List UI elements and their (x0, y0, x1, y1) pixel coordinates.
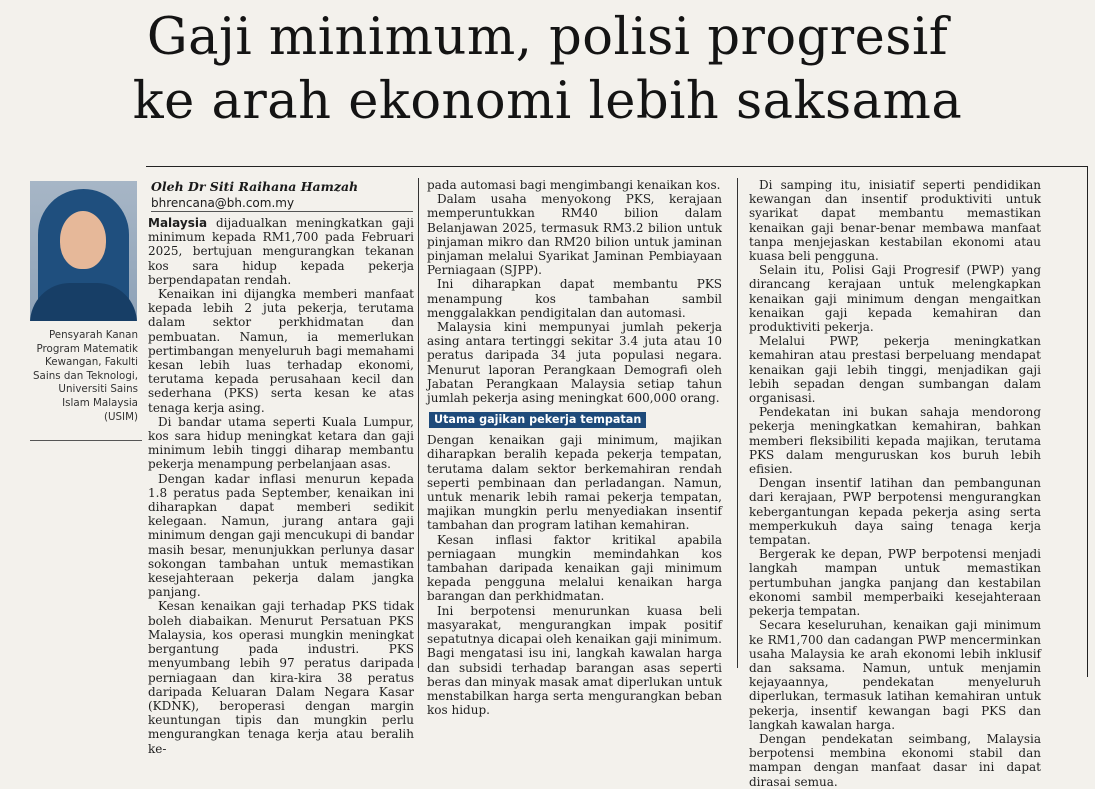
byline-rule (151, 211, 413, 212)
paragraph: Dengan insentif latihan dan pembangunan dari kerajaan, PWP berpotensi mengurangkan kebergantungan kepada pekerja asing serta memperkukuh daya saing tenaga kerja tempatan. (749, 476, 1041, 548)
paragraph: Dalam usaha menyokong PKS, kerajaan memperuntukkan RM40 bilion dalam Belanjawan 2025, termasuk RM3.2 bilion untuk pinjaman mikro dan RM20 bilion untuk jaminan pinjaman melalui Syarikat Jaminan Pembiayaan Perniagaan (SJPP). (427, 192, 722, 278)
paragraph: Malaysia dijadualkan meningkatkan gaji minimum kepada RM1,700 pada Februari 2025, bertujuan mengurangkan tekanan kos sara hidup kepada pekerja berpendapatan rendah. (148, 216, 414, 287)
paragraph: Kesan inflasi faktor kritikal apabila perniagaan mungkin memindahkan kos tambahan daripada kenaikan gaji minimum kepada pengguna melalui kenaikan harga barangan dan perkhidmatan. (427, 532, 722, 604)
paragraph: Di samping itu, inisiatif seperti pendidikan kewangan dan insentif produktiviti untuk syarikat dapat membantu memastikan kenaikan gaji benar-benar membawa manfaat tanpa menjejaskan kestabilan ekonomi atau kuasa beli pengguna. (749, 178, 1041, 264)
headline-line-1: Gaji minimum, polisi progresif (146, 8, 949, 67)
paragraph: Dengan pendekatan seimbang, Malaysia berpotensi membina ekonomi stabil dan mampan dengan manfaat dasar ini dapat dirasai semua. (749, 731, 1041, 789)
paragraph: Dengan kadar inflasi menurun kepada 1.8 peratus pada September, kenaikan ini diharapkan dapat memberi sedikit kelegaan. Namun, jurang antara gaji minimum dengan gaji mencukupi di bandar masih besar, menunjukkan perlunya dasar sokongan tambahan untuk memastikan kesejahteraan pekerja dalam jangka panjang. (148, 471, 414, 600)
paragraph: Melalui PWP, pekerja meningkatkan kemahiran atau prestasi berpeluang mendapat kenaikan gaji lebih tinggi, menjadikan gaji lebih sepadan dengan sumbangan dalam organisasi. (749, 334, 1041, 406)
author-email[interactable]: bhrencana@bh.com.my (151, 196, 295, 210)
paragraph: Secara keseluruhan, kenaikan gaji minimum ke RM1,700 dan cadangan PWP mencerminkan usaha Malaysia ke arah ekonomi lebih inklusif dan saksama. Namun, untuk menjamin kejayaannya, pendekatan menyeluruh diperlukan, termasuk latihan kemahiran untuk pekerja, insentif kewangan bagi PKS dan langkah kawalan harga. (749, 618, 1041, 732)
paragraph: Ini diharapkan dapat membantu PKS menampung kos tambahan sambil menggalakkan pendigitalan dan automasi. (427, 277, 722, 320)
paragraph: Ini berpotensi menurunkan kuasa beli masyarakat, mengurangkan impak positif sepatutnya dicapai oleh kenaikan gaji minimum. Bagi mengatasi isu ini, langkah kawalan harga dan subsidi terhadap barangan asas seperti beras dan minyak masak amat diperlukan untuk menstabilkan harga serta mengurangkan beban kos hidup. (427, 603, 722, 718)
column-divider (737, 178, 738, 668)
paragraph: pada automasi bagi mengimbangi kenaikan kos. (427, 178, 721, 192)
author-photo (30, 181, 137, 321)
paragraph: Bergerak ke depan, PWP berpotensi menjadi langkah mampan untuk memastikan pertumbuhan jangka panjang dan kestabilan ekonomi sambil memperbaiki kesejahteraan pekerja tempatan. (749, 547, 1041, 619)
paragraph: Pendekatan ini bukan sahaja mendorong pekerja meningkatkan kemahiran, bahkan memberi fleksibiliti kepada majikan, terutama PKS dalam menguruskan kos buruh lebih efisien. (749, 405, 1041, 477)
paragraph: Kenaikan ini dijangka memberi manfaat kepada lebih 2 juta pekerja, terutama dalam sektor perkhidmatan dan pembuatan. Namun, ia memerlukan pertimbangan menyeluruh bagi memahami kesan lebih luas terhadap ekonomi, terutama kepada perusahaan kecil dan sederhana (PKS) serta kesan ke atas tenaga kerja asing. (148, 287, 414, 415)
byline: Oleh Dr Siti Raihana Hamzah (151, 179, 359, 194)
lead-word: Malaysia (148, 216, 208, 230)
column-1 (148, 216, 414, 756)
headline (0, 6, 1095, 134)
paragraph: Malaysia kini mempunyai jumlah pekerja asing antara tertinggi sekitar 3.4 juta atau 10 peratus daripada 34 juta populasi negara. Menurut laporan Perangkaan Demografi oleh Jabatan Perangkaan Malaysia setiap tahun jumlah pekerja asing meningkat 600,000 orang. (427, 320, 722, 406)
photo-face (60, 211, 106, 269)
paragraph: Kesan kenaikan gaji terhadap PKS tidak boleh diabaikan. Menurut Persatuan PKS Malaysia, kos operasi mungkin meningkat bergantung pada industri. PKS menyumbang lebih 97 peratus daripada perniagaan dan kira-kira 38 peratus daripada Keluaran Dalam Negara Kasar (KDNK), beroperasi dengan margin keuntungan tipis dan mungkin perlu mengurangkan tenaga kerja atau beralih ke- (148, 599, 414, 756)
column-3 (749, 178, 1041, 789)
headline-line-2: ke arah ekonomi lebih saksama (132, 72, 963, 131)
author-caption: Pensyarah Kanan Program Matematik Kewangan, Fakulti Sains dan Teknologi, Universiti Sains Islam Malaysia (USIM) (32, 329, 138, 423)
caption-rule (30, 440, 142, 441)
subheading: Utama gajikan pekerja tempatan (429, 412, 646, 428)
paragraph: Selain itu, Polisi Gaji Progresif (PWP) yang dirancang kerajaan untuk melengkapkan kenaikan gaji minimum dengan mengaitkan kenaikan gaji kepada kemahiran dan produktiviti pekerja. (749, 263, 1041, 335)
paragraph: Di bandar utama seperti Kuala Lumpur, kos sara hidup meningkat ketara dan gaji minimum lebih tinggi diharap membantu pekerja menampung perbelanjaan asas. (148, 414, 414, 472)
paragraph: Dengan kenaikan gaji minimum, majikan diharapkan beralih kepada pekerja tempatan, terutama dalam sektor berkemahiran rendah seperti pembinaan dan perladangan. Namun, untuk menarik lebih ramai pekerja tempatan, majikan mungkin perlu menyediakan insentif tambahan dan program latihan kemahiran. (427, 433, 722, 533)
column-divider (418, 178, 419, 668)
column-2 (427, 178, 722, 717)
